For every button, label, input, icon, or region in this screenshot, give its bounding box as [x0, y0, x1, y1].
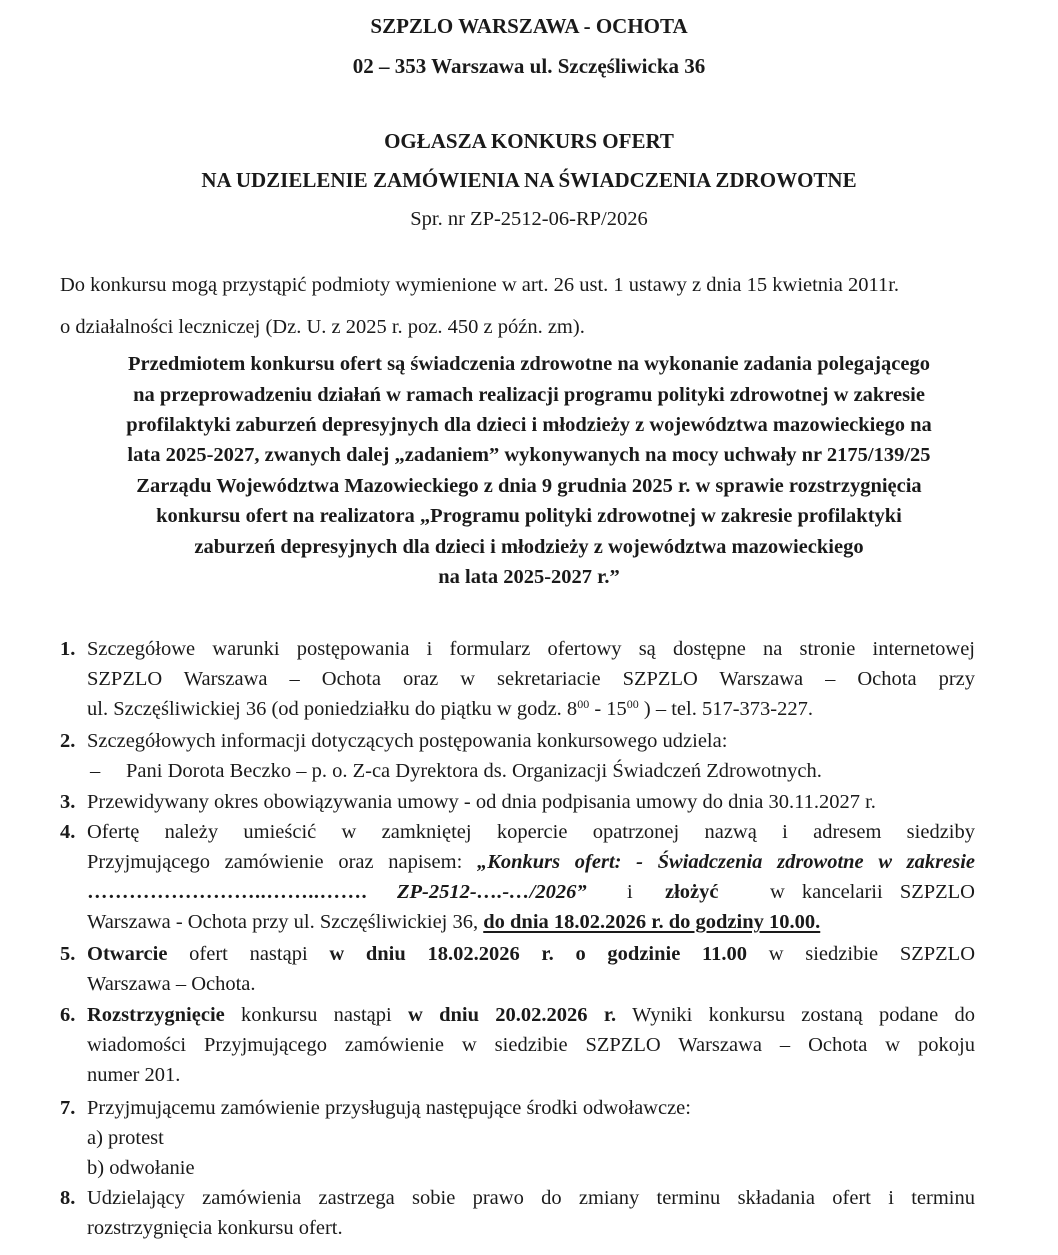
text-run: i	[627, 881, 633, 903]
subject-line: zaburzeń depresyjnych dla dzieci i młodzieży z województwa mazowieckiego	[194, 536, 864, 558]
item-number: 1.	[60, 638, 76, 660]
item-number: 7.	[60, 1097, 76, 1119]
text-run: Przyjmującego zamówienie oraz napisem:	[87, 851, 477, 873]
case-code-template: ZP-2512-….-…/2026”	[397, 881, 587, 903]
text-run: w siedzibie SZPZLO	[747, 943, 975, 965]
item-text	[87, 911, 975, 934]
text-run: Rozstrzygnięcie	[87, 1004, 225, 1026]
placeholder-dots: ……………………..……..…….	[87, 881, 368, 903]
item-text: wiadomości Przyjmującego zamówienie w siedzibie SZPZLO Warszawa – Ochota w pokoju	[87, 1034, 975, 1056]
text-run: ) – tel. 517-373-227.	[638, 698, 813, 720]
subject-line: profilaktyki zaburzeń depresyjnych dla dzieci i młodzieży z województwa mazowieckiego na	[126, 414, 932, 436]
superscript: 00	[577, 697, 590, 711]
item-text	[87, 1004, 975, 1027]
item-number: 8.	[60, 1187, 76, 1209]
subject-line: konkursu ofert na realizatora „Programu polityki zdrowotnej w zakresie profilaktyki	[156, 505, 902, 527]
item-text: numer 201.	[87, 1064, 181, 1086]
item-text: Przyjmującemu zamówienie przysługują następujące środki odwoławcze:	[87, 1097, 691, 1119]
institution-name: SZPZLO WARSZAWA - OCHOTA	[370, 14, 688, 38]
item-number: 4.	[60, 821, 76, 843]
item-number: 2.	[60, 730, 76, 752]
item-text: SZPZLO Warszawa – Ochota oraz w sekretariacie SZPZLO Warszawa – Ochota przy	[87, 668, 975, 690]
text-run: złożyć	[665, 881, 719, 903]
opening-date: w dniu 18.02.2026 r. o godzinie 11.00	[329, 943, 748, 965]
text-run: ul. Szczęśliwickiej 36 (od poniedziałku do piątku w godz. 8	[87, 698, 578, 720]
subject-line: Zarządu Województwa Mazowieckiego z dnia 9 grudnia 2025 r. w sprawie rozstrzygnięcia	[136, 475, 922, 497]
intro-line-1: Do konkursu mogą przystąpić podmioty wymienione w art. 26 ust. 1 ustawy z dnia 15 kwietnia 2011r.	[60, 274, 900, 296]
subject-line: Przedmiotem konkursu ofert są świadczenia zdrowotne na wykonanie zadania polegającego	[128, 353, 930, 375]
announcement-title: OGŁASZA KONKURS OFERT	[384, 129, 674, 153]
item-text: Ofertę należy umieścić w zamkniętej kopercie opatrzonej nazwą i adresem siedziby	[87, 821, 975, 843]
sub-item-a: a) protest	[87, 1127, 164, 1149]
sub-item-b: b) odwołanie	[87, 1157, 195, 1179]
item-text: Warszawa – Ochota.	[87, 973, 256, 995]
intro-line-2: o działalności leczniczej (Dz. U. z 2025 r. poz. 450 z późn. zm).	[60, 316, 585, 338]
subject-line: lata 2025-2027, zwanych dalej „zadaniem” wykonywanych na mocy uchwały nr 2175/139/25	[127, 444, 931, 466]
text-run: Wyniki konkursu zostaną podane do	[616, 1004, 975, 1026]
institution-address: 02 – 353 Warszawa ul. Szczęśliwicka 36	[352, 54, 706, 78]
superscript: 00	[626, 697, 639, 711]
dash-bullet: –	[90, 760, 101, 782]
deadline: do dnia 18.02.2026 r. do godziny 10.00.	[483, 911, 821, 933]
case-number: Spr. nr ZP-2512-06-RP/2026	[410, 208, 648, 230]
subject-line: na przeprowadzeniu działań w ramach realizacji programu polityki zdrowotnej w zakresie	[133, 384, 925, 406]
item-text	[87, 943, 975, 966]
item-text	[87, 881, 975, 904]
announcement-subtitle: NA UDZIELENIE ZAMÓWIENIA NA ŚWIADCZENIA ZDROWOTNE	[201, 168, 857, 192]
item-text: rozstrzygnięcia konkursu ofert.	[87, 1217, 343, 1239]
decision-date: w dniu 20.02.2026 r.	[408, 1004, 617, 1026]
item-text: Szczegółowych informacji dotyczących postępowania konkursowego udziela:	[87, 730, 728, 752]
item-number: 3.	[60, 791, 76, 813]
item-number: 5.	[60, 943, 76, 965]
item-text: Udzielający zamówienia zastrzega sobie prawo do zmiany terminu składania ofert i terminu	[87, 1187, 975, 1209]
item-text: Szczegółowe warunki postępowania i formularz ofertowy są dostępne na stronie internetowej	[87, 638, 975, 660]
contact-person: Pani Dorota Beczko – p. o. Z-ca Dyrektora ds. Organizacji Świadczeń Zdrowotnych.	[126, 760, 822, 782]
text-run: konkursu nastąpi	[224, 1004, 408, 1026]
text-run: ofert nastąpi	[167, 943, 330, 965]
item-number: 6.	[60, 1004, 76, 1026]
text-run: Warszawa - Ochota przy ul. Szczęśliwickiej 36,	[87, 911, 484, 933]
item-text: Przewidywany okres obowiązywania umowy - od dnia podpisania umowy do dnia 30.11.2027 r.	[87, 791, 876, 813]
subject-line: na lata 2025-2027 r.”	[438, 566, 620, 588]
text-run: w kancelarii SZPZLO	[769, 881, 975, 903]
item-text	[87, 698, 975, 721]
text-run: - 15	[589, 698, 627, 720]
text-run: Otwarcie	[87, 943, 168, 965]
item-text	[87, 851, 975, 874]
envelope-label: „Konkurs ofert: - Świadczenia zdrowotne w zakresie	[476, 851, 975, 873]
